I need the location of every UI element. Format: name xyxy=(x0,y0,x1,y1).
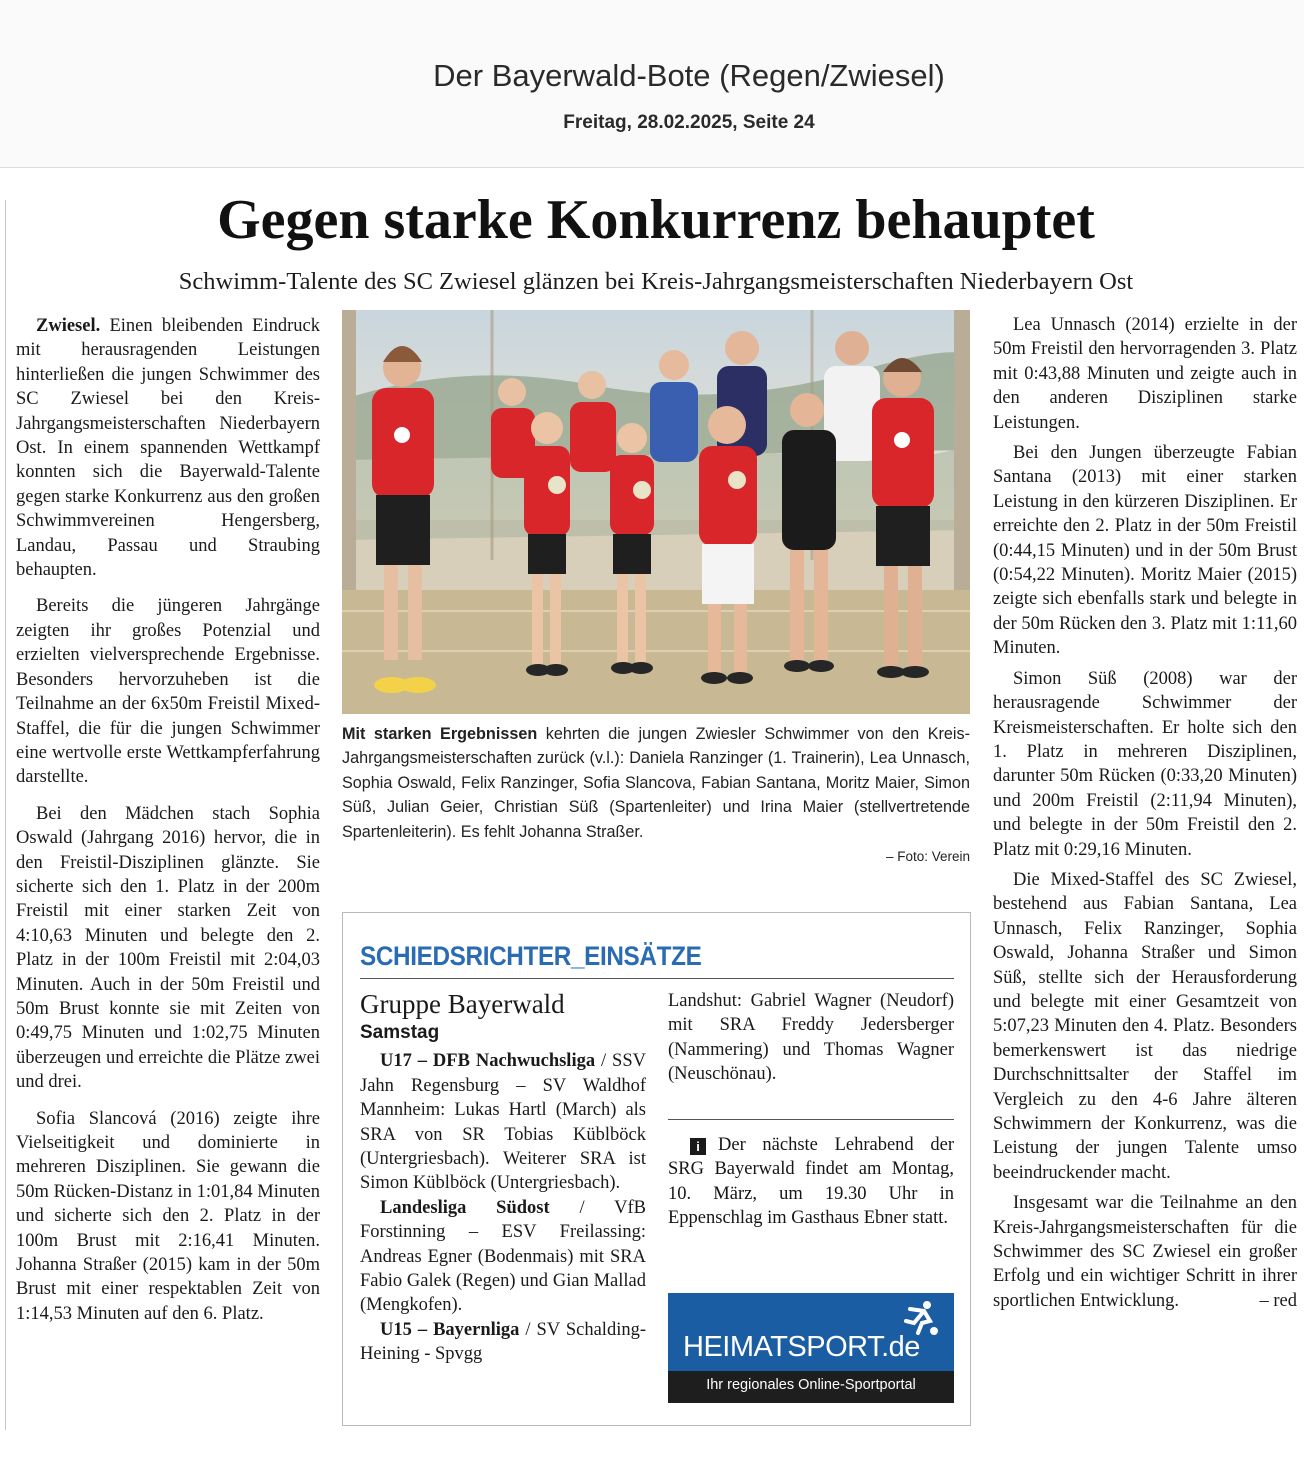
article-column-right xyxy=(993,313,1297,1319)
team-photo xyxy=(342,310,970,714)
ad-brand-name: HEIMATSPORT.de xyxy=(683,1331,920,1363)
article-paragraph: Bereits die jüngeren Jahrgänge zeigten ihr großes Potenzial und erzielten vielversprechende Ergebnisse. Besonders hervorzuheben ist die Teilnahme an der 6x50m Freistil Mixed-Staffel, die für die jungen Schwimmer eine wertvolle erste Wettkampferfahrung darstellte. xyxy=(16,596,320,788)
referee-assignments-box xyxy=(342,912,971,1426)
article-paragraph: Bei den Mädchen stach Sophia Oswald (Jahrgang 2016) hervor, die in den Freistil-Disziplinen glänzte. Sie sicherte sich den 1. Platz in der 200m Freistil mit einer starken Zeit von 4:10,63 Minuten und belegte den 2. Platz in der 100m Freistil mit 2:04,03 Minuten. Auch in der 50m Freistil und 50m Brust konnte sie mit Zeiten von 0:49,75 Minuten und 1:02,75 Minuten überzeugen und erreichte die Plätze zwei und drei. xyxy=(16,803,320,1093)
article-paragraph: Lea Unnasch (2014) erzielte in der 50m Freistil den hervorragenden 3. Platz mit 0:43,88 Minuten und zeigte auch in den anderen Disziplinen starke Leistungen. xyxy=(993,315,1297,433)
photo-credit: – Foto: Verein xyxy=(885,849,970,864)
article-paragraph xyxy=(993,1191,1297,1313)
dateline: Zwiesel. xyxy=(36,316,101,336)
caption-text: kehrten die jungen Zwiesler Schwimmer von den Kreis-Jahrgangsmeisterschaften zurück (v.l.): Daniela Ranzinger (1. Trainerin), Lea Unnasch, Sophia Oswald, Felix Ranzinger, Sofia Slancova, Fabian Santana, Moritz Maier, Simon Süß, Julian Geier, Christian Süß (Spartenleiter) und Irina Maier (stellvertretende Spartenleiterin). Es fehlt Johanna Straßer. xyxy=(342,725,970,841)
article-column-left xyxy=(16,314,320,1338)
article-paragraph: Bei den Jungen überzeugte Fabian Santana (2013) mit einer starken Leistung in den kürzeren Disziplinen. Er erreichte den 2. Platz in der 50m Freistil (0:44,15 Minuten) und in der 50m Brust (0:54,22 Minuten). Moritz Maier (2015) zeigte sich ebenfalls stark und belegte in der 50m Rücken den 3. Platz mit 1:11,60 Minuten. xyxy=(993,443,1297,659)
heimatsport-ad[interactable] xyxy=(668,1293,954,1403)
paragraph-text: Einen bleibenden Eindruck mit herausragenden Leistungen hinterließen die jungen Schwimmer des SC Zwiesel bei den Kreis-Jahrgangsmeisterschaften Niederbayern Ost. In einem spannenden Wettkampf konnten sich die Bayerwald-Talente gegen starke Konkurrenz aus den großen Schwimmvereinen Hengersberg, Landau, Passau und Straubing behaupten. xyxy=(16,316,320,581)
referee-entry xyxy=(360,1049,646,1195)
referee-entry xyxy=(360,1318,646,1367)
day-heading: Samstag xyxy=(360,1022,440,1043)
issue-date: Freitag, 28.02.2025, Seite 24 xyxy=(563,112,815,133)
article-paragraph: Simon Süß (2008) war der herausragende Schwimmer der Kreismeisterschaften. Er holte sich den 1. Platz in mehreren Disziplinen, darunter 50m Rücken (0:33,20 Minuten) und 200m Freistil (2:11,94 Minuten), und belegte in der 50m Freistil den 2. Platz mit 0:29,16 Minuten. xyxy=(993,668,1297,860)
publication-name: Der Bayerwald-Bote (Regen/Zwiesel) xyxy=(433,58,945,93)
box-inner-divider xyxy=(668,1119,954,1120)
paragraph-text: Insgesamt war die Teilnahme an den Kreis-Jahrgangsmeisterschaften für die Schwimmer des SC Zwiesel ein großer Erfolg und ein wichtiger Schritt in ihrer sportlichen Entwicklung. xyxy=(993,1193,1297,1311)
article-paragraph xyxy=(16,314,320,582)
article-headline: Gegen starke Konkurrenz behauptet xyxy=(217,189,1095,251)
article-paragraph: Die Mixed-Staffel des SC Zwiesel, bestehend aus Fabian Santana, Lea Unnasch, Felix Ranzinger, Sophia Oswald, Johanna Straßer und Simon Süß, stellte sich der Herausforderung und belegte mit einer Gesamtzeit von 5:07,23 Minuten den 4. Platz. Besonders bemerkenswert ist das niedrige Durchschnittsalter der Staffel im Vergleich zu den 4-6 Jahre älteren Schwimmern der Konkurrenz, was die Leistung der jungen Talente umso beeindruckender macht. xyxy=(993,869,1297,1183)
author-signoff: – red xyxy=(1259,1290,1297,1311)
info-icon: i xyxy=(690,1138,706,1155)
notice-text xyxy=(668,1133,954,1231)
page-header xyxy=(0,0,1304,168)
entry-text: / SSV Jahn Regensburg – SV Waldhof Mannheim: Lukas Hartl (March) als SRA von SR Tobias Küblböck (Untergriesbach). Weiterer SRA ist Simon Küblböck (Untergriesbach). xyxy=(360,1051,646,1194)
referee-entry-continuation: Landshut: Gabriel Wagner (Neudorf) mit SRA Freddy Jedersberger (Nammering) und Thomas Wagner (Neuschönau). xyxy=(668,991,954,1085)
article-paragraph: Sofia Slancová (2016) zeigte ihre Vielseitigkeit und dominierte in mehreren Disziplinen. Sie gewann die 50m Rücken-Distanz in 1:01,84 Minuten und sicherte sich den 2. Platz in der 100m Brust mit 2:16,41 Minuten. Johanna Straßer (2015) kam in der 50m Brust mit einer respektablen Zeit von 1:14,53 Minuten auf den 6. Platz. xyxy=(16,1108,320,1324)
box-column-left xyxy=(360,989,646,1367)
page-edge-rule xyxy=(5,200,6,1430)
box-title: SCHIEDSRICHTER_EINSÄTZE xyxy=(360,941,702,971)
referee-entry xyxy=(360,1196,646,1318)
caption-lead: Mit starken Ergebnissen xyxy=(342,725,538,743)
group-heading: Gruppe Bayerwald xyxy=(360,989,565,1019)
ad-tagline: Ihr regionales Online-Sportportal xyxy=(706,1377,916,1393)
entry-text: / SV Schalding-Heining - Spvgg xyxy=(360,1319,646,1365)
photo-caption xyxy=(342,722,970,844)
league-name: U15 – Bayernliga xyxy=(380,1319,520,1340)
league-name: Landesliga Südost xyxy=(380,1197,550,1218)
article-subheadline: Schwimm-Talente des SC Zwiesel glänzen bei Kreis-Jahrgangsmeisterschaften Niederbayern Ost xyxy=(178,268,1134,295)
box-column-right xyxy=(668,989,954,1087)
entry-text: / VfB Forstinning – ESV Freilassing: Andreas Egner (Bodenmais) mit SRA Fabio Galek (Regen) und Gian Mallad (Mengkofen). xyxy=(360,1197,646,1316)
box-divider xyxy=(360,978,954,979)
league-name: U17 – DFB Nachwuchsliga xyxy=(380,1051,596,1072)
notice-body: Der nächste Lehrabend der SRG Bayerwald findet am Montag, 10. März, um 19.30 Uhr in Eppenschlag im Gasthaus Ebner statt. xyxy=(668,1135,954,1229)
team-photo-illustration xyxy=(342,310,970,714)
